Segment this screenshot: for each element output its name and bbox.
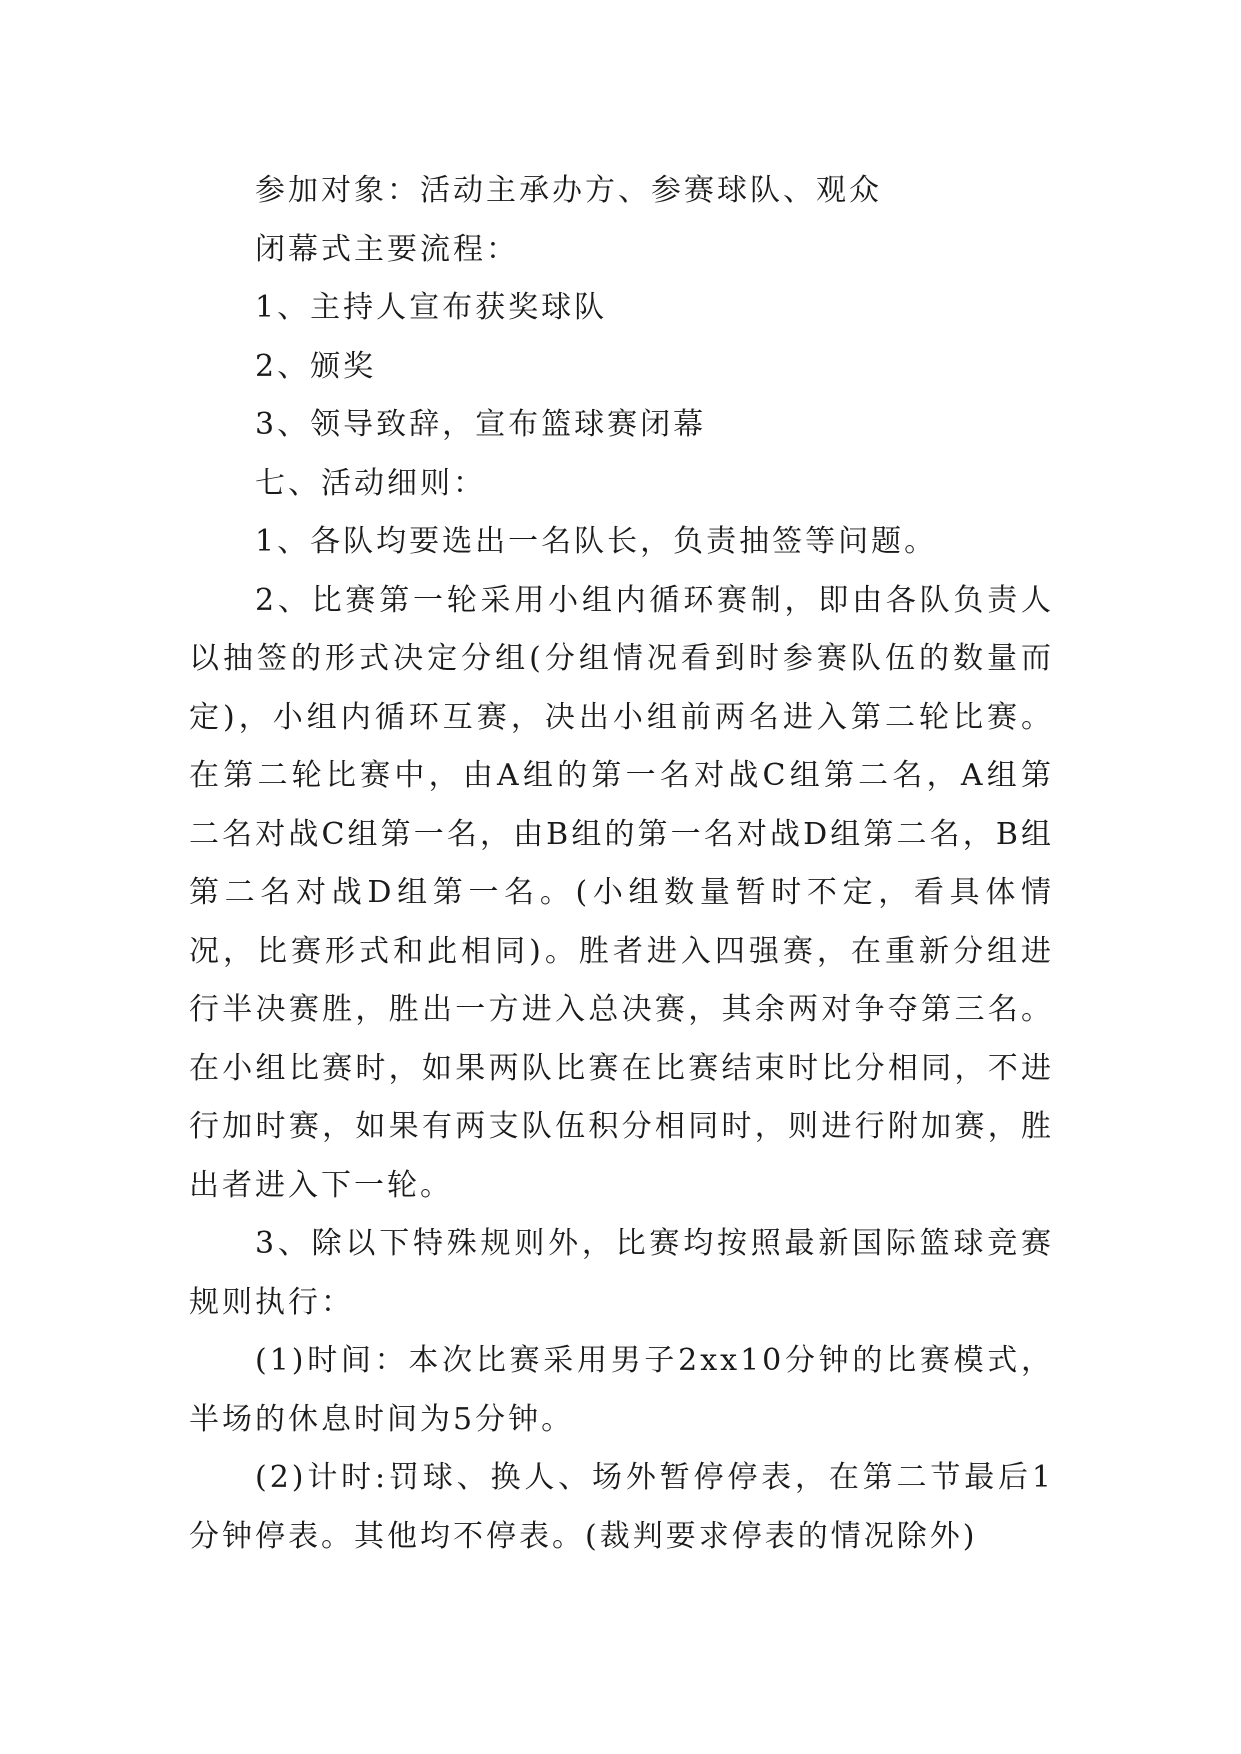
rule-3-paragraph: 3、除以下特殊规则外，比赛均按照最新国际篮球竞赛规则执行：	[189, 1226, 1054, 1320]
document-body	[189, 162, 1054, 1566]
ceremony-step-3: 3、领导致辞，宣布篮球赛闭幕	[255, 407, 707, 442]
ceremony-step-1: 1、主持人宣布获奖球队	[255, 290, 608, 325]
closing-ceremony-heading: 闭幕式主要流程：	[255, 231, 519, 267]
rule-3-timing-paragraph: (2)计时:罚球、换人、场外暂停停表，在第二节最后1分钟停表。其他均不停表。(裁判要求停表的情况除外)	[189, 1460, 1054, 1554]
ceremony-step-2: 2、颁奖	[255, 348, 377, 384]
section-heading-rules: 七、活动细则：	[255, 465, 486, 501]
participants-paragraph: 参加对象：活动主承办方、参赛球队、观众	[255, 173, 882, 208]
rule-1-paragraph: 1、各队均要选出一名队长，负责抽签等问题。	[255, 524, 938, 559]
rule-3-time-paragraph: (1)时间：本次比赛采用男子2xx10分钟的比赛模式，半场的休息时间为5分钟。	[189, 1343, 1054, 1437]
rule-2-paragraph: 2、比赛第一轮采用小组内循环赛制，即由各队负责人以抽签的形式决定分组(分组情况看到时参赛队伍的数量而定)，小组内循环互赛，决出小组前两名进入第二轮比赛。在第二轮比赛中，由A组的第一名对战C组第二名，A组第二名对战C组第一名，由B组的第一名对战D组第二名，B组第二名对战D组第一名。(小组数量暂时不定，看具体情况，比赛形式和此相同)。胜者进入四强赛，在重新分组进行半决赛胜，胜出一方进入总决赛，其余两对争夺第三名。在小组比赛时，如果两队比赛在比赛结束时比分相同，不进行加时赛，如果有两支队伍积分相同时，则进行附加赛，胜出者进入下一轮。	[189, 582, 1054, 1203]
